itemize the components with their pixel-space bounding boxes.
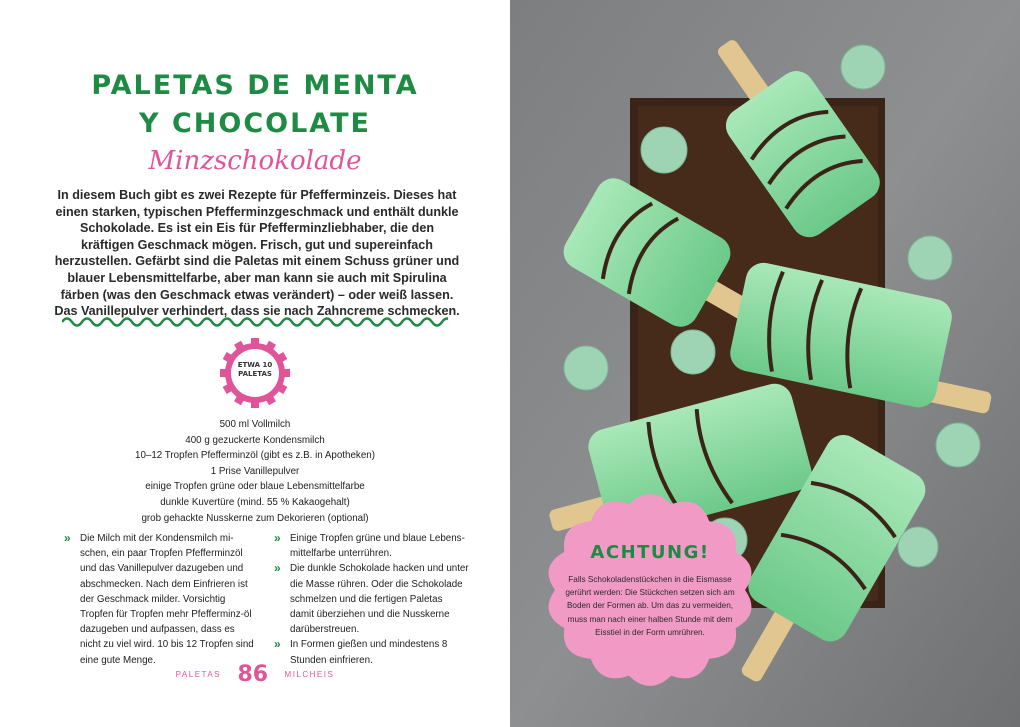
yield-badge [220, 361, 290, 379]
ingredient: 400 g gezuckerte Kondensmilch [185, 434, 325, 446]
recipe-subtitle: Minzschokolade [148, 146, 362, 176]
achtung-text: Falls Schokoladenstückchen in die Eismasse gerührt werden: Die Stückchen setzen sich am Boden der Formen ab. Um das zu vermeiden, muss man nach einer halben Stunde mit dem Eisstiel in der Form umrühren. [565, 575, 735, 637]
ingredient: dunkle Kuvertüre (mind. 55 % Kakaogehalt) [160, 496, 350, 508]
yield-line2: PALETAS [238, 370, 272, 378]
page-footer [0, 662, 510, 687]
chevron-right-icon: » [274, 531, 281, 545]
step-text: Einige Tropfen grüne und blaue Lebens-mittelfarbe unterrühren. [290, 533, 465, 560]
ingredient: 500 ml Vollmilch [219, 419, 291, 430]
footer-chapter: MILCHEIS [284, 670, 335, 679]
chevron-right-icon: » [274, 561, 281, 576]
intro-paragraph: In diesem Buch gibt es zwei Rezepte für Pfefferminzeis. Dieses hat einen starken, typischen Pfefferminzgeschmack und enthält dunkle Schokolade. Es ist ein Eis für Pfefferminzliebhaber, die den kräftigen Geschmack mögen. Frisch, gut und supereinfach herzustellen. Gefärbt sind die Paletas mit einem Schuss grüner und blauer Lebensmittelfarbe, aber man kann sie auch mit Spirulina färben (was den Geschmack etwas verändert) – oder weiß lassen. Das Vanillepulver verhindert, dass sie nach Zahncreme schmecken. [54, 188, 460, 319]
ingredient: einige Tropfen grüne oder blaue Lebensmittelfarbe [145, 481, 365, 493]
steps-column-right [274, 531, 469, 668]
yield-line1: ETWA 10 [237, 361, 273, 369]
recipe-title-line1: PALETAS DE MENTA [91, 70, 419, 101]
wave-divider [62, 314, 448, 330]
step-item [274, 531, 469, 561]
achtung-title: ACHTUNG! [590, 542, 710, 563]
ingredient: 10–12 Tropfen Pfefferminzöl (gibt es z.B. in Apotheken) [135, 450, 375, 462]
ingredient: 1 Prise Vanillepulver [210, 465, 300, 477]
step-item [274, 561, 469, 637]
step-text: Die Milch mit der Kondensmilch mi-schen, ein paar Tropfen Pfefferminzöl und das Vanillepulver dazugeben und abschmecken. Nach dem Einfrieren ist der Geschmack milder. Vorsichtig Tropfen für Tropfen mehr Pfefferminz-öl dazugeben und aufpassen, dass es nicht zu viel wird. 10 bis 12 Tropfen sind eine gute Menge. [80, 533, 254, 666]
step-text: In Formen gießen und mindestens 8 Stunden einfrieren. [290, 639, 448, 666]
chevron-right-icon: » [274, 637, 281, 652]
ingredient: grob gehackte Nusskerne zum Dekorieren (optional) [141, 512, 369, 524]
page-number: 86 [237, 662, 269, 687]
footer-section: PALETAS [175, 670, 221, 679]
step-text: Die dunkle Schokolade hacken und unter die Masse rühren. Oder die Schokolade schmelzen und die fertigen Paletas damit überziehen und die Nusskerne darüberstreuen. [290, 563, 469, 636]
step-item [64, 531, 254, 668]
recipe-title-line2: Y CHOCOLATE [139, 108, 371, 139]
chevron-right-icon: » [64, 531, 71, 545]
steps-column-left [64, 531, 254, 668]
ingredients-list [60, 417, 450, 526]
